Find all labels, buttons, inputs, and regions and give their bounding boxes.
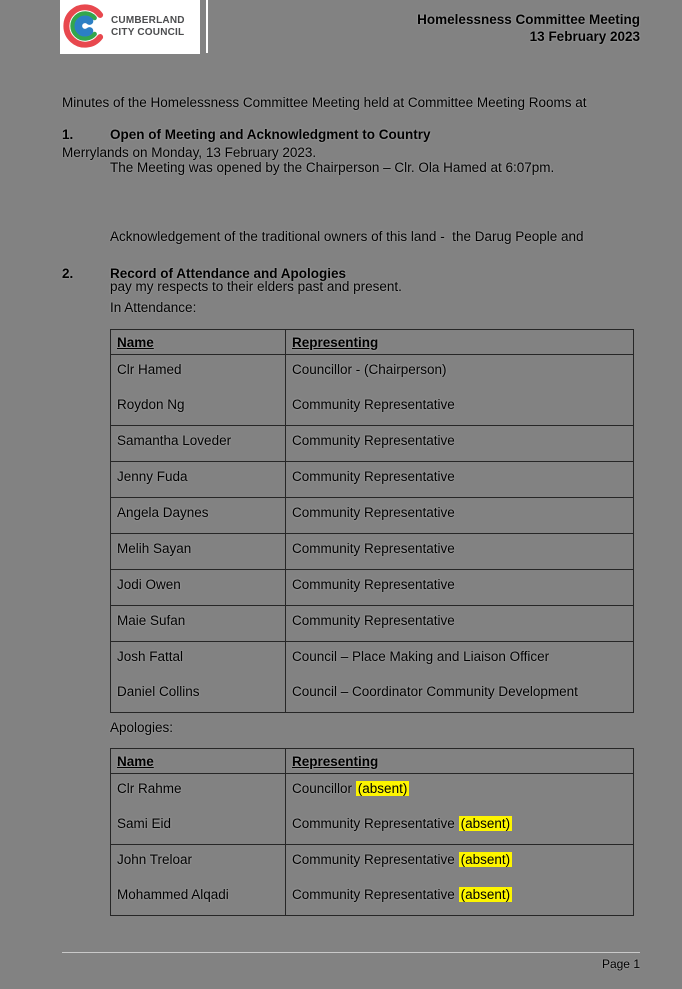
representing-cell [286,462,634,498]
table-row [111,774,634,845]
representing-value [292,577,627,593]
attendee-name: Jenny Fuda [117,469,188,484]
header-row [111,330,634,355]
representing-value [292,505,627,521]
table-row [111,355,634,426]
representing-value [292,852,627,868]
representing-text: Community Representative [292,433,455,448]
apologies-table [110,748,634,916]
representing-text: Council – Coordinator Community Development [292,684,578,699]
attendance-label: In Attendance: [110,300,197,315]
attendee-name: Josh Fattal [117,649,184,664]
representing-value [292,613,627,629]
representing-value [292,469,627,485]
cumberland-c-icon [62,3,108,49]
footer-divider [62,952,640,953]
attendee-name: Melih Sayan [117,541,192,556]
absent-highlight: (absent) [460,816,511,831]
attendance-table [110,329,634,713]
council-logo [60,0,200,54]
representing-text: Community Representative [292,469,455,484]
absent-highlight: (absent) [357,781,408,796]
representing-text: Council – Place Making and Liaison Officer [292,649,550,664]
representing-value [292,816,627,832]
table-row [111,426,634,462]
attendee-name: Clr Hamed [117,362,182,377]
attendee-name: Maie Sufan [117,613,186,628]
apologies-label: Apologies: [110,720,174,735]
representing-value [292,433,627,449]
table-row [111,498,634,534]
representing-text: Councillor - (Chairperson) [292,362,447,377]
absent-highlight: (absent) [460,852,511,867]
name-cell [111,426,286,462]
name-cell [111,845,286,916]
table-row [111,845,634,916]
column-header-label: Representing [292,335,379,350]
page-number: Page 1 [601,957,640,971]
council-name-line2: CITY COUNCIL [111,26,185,38]
column-header [286,749,634,774]
representing-cell [286,426,634,462]
section1-number: 1. [62,127,74,142]
representing-text: Community Representative [292,505,455,520]
representing-value [292,684,627,700]
attendance-table-container [110,329,634,713]
representing-text: Community Representative [292,852,455,867]
intro-line: Minutes of the Homelessness Committee Meeting held at Committee Meeting Rooms at [62,95,587,110]
column-header [111,749,286,774]
table-row [111,606,634,642]
representing-value [292,887,627,903]
section2-number: 2. [62,266,74,281]
table-row [111,570,634,606]
representing-cell [286,355,634,426]
absent-highlight: (absent) [460,887,511,902]
representing-value [292,781,627,797]
representing-cell [286,570,634,606]
representing-text: Community Representative [292,816,455,831]
council-name [111,15,185,38]
attendee-name: Roydon Ng [117,397,185,412]
name-cell [111,642,286,713]
table-row [111,462,634,498]
section1-paragraph1: The Meeting was opened by the Chairperson – Clr. Ola Hamed at 6:07pm. [110,160,555,175]
header-divider [206,0,208,53]
representing-text: Community Representative [292,577,455,592]
representing-cell [286,498,634,534]
column-header-label: Representing [292,754,379,769]
representing-value [292,541,627,557]
name-cell [111,606,286,642]
name-cell [111,774,286,845]
section1-heading: Open of Meeting and Acknowledgment to Country [110,127,431,142]
apologies-table-container [110,748,634,916]
section2-heading: Record of Attendance and Apologies [110,266,347,281]
meeting-date: 13 February 2023 [529,28,640,44]
intro-line: Merrylands on Monday, 13 February 2023. [62,144,317,160]
name-cell [111,355,286,426]
attendee-name: John Treloar [117,852,193,867]
representing-cell [286,642,634,713]
representing-cell [286,774,634,845]
representing-value [292,362,627,378]
column-header [286,330,634,355]
name-cell [111,498,286,534]
attendee-name: Jodi Owen [117,577,181,592]
column-header-label: Name [117,754,154,769]
representing-text: Community Representative [292,541,455,556]
table-row [111,642,634,713]
name-cell [111,570,286,606]
column-header-label: Name [117,335,154,350]
representing-text: Community Representative [292,397,455,412]
document-title [320,12,640,45]
representing-cell [286,845,634,916]
name-cell [111,462,286,498]
attendee-name: Mohammed Alqadi [117,887,229,902]
meeting-title: Homelessness Committee Meeting [417,12,640,27]
representing-value [292,397,627,413]
attendee-name: Sami Eid [117,816,172,831]
council-name-line1: CUMBERLAND [111,15,185,26]
table-row [111,534,634,570]
header-row [111,749,634,774]
representing-cell [286,606,634,642]
attendee-name: Clr Rahme [117,781,182,796]
name-cell [111,534,286,570]
representing-text: Community Representative [292,613,455,628]
column-header [111,330,286,355]
attendee-name: Daniel Collins [117,684,200,699]
attendee-name: Samantha Loveder [117,433,232,448]
attendee-name: Angela Daynes [117,505,209,520]
paragraph-line: Acknowledgement of the traditional owners of this land - the Darug People and [110,229,584,244]
representing-text: Community Representative [292,887,455,902]
representing-value [292,649,627,665]
representing-text: Councillor [292,781,353,796]
paragraph-line: pay my respects to their elders past and present. [110,278,402,294]
representing-cell [286,534,634,570]
